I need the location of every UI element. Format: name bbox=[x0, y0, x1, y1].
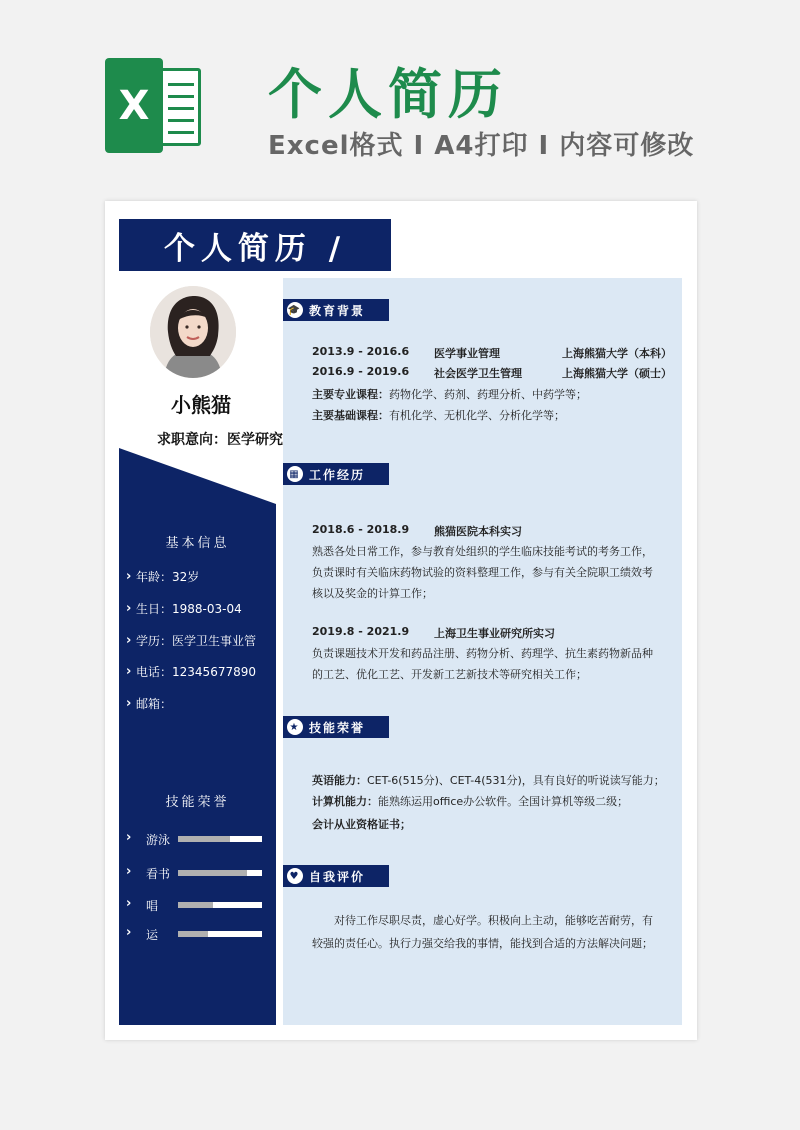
star-icon: ★ bbox=[287, 719, 303, 735]
education-section-header: 🎓 教育背景 bbox=[283, 299, 389, 321]
honor-line: 会计从业资格证书； bbox=[312, 818, 411, 831]
honor-line: 英语能力：CET-6(515分)、CET-4(531分)，具有良好的听说读写能力； bbox=[312, 774, 665, 787]
info-row-education: › 学历： 医学卫生事业管 bbox=[126, 633, 257, 648]
skill-row: › 看书 bbox=[126, 864, 271, 882]
honors-section-header: ★ 技能荣誉 bbox=[283, 716, 389, 738]
self-eval-section-header: ♥ 自我评价 bbox=[283, 865, 389, 887]
graduation-cap-icon: 🎓 bbox=[287, 302, 303, 318]
work-section-header: ▦ 工作经历 bbox=[283, 463, 389, 485]
candidate-name: 小熊猫 bbox=[171, 393, 231, 417]
chevron-right-icon: › bbox=[126, 896, 132, 911]
skill-row: › 游泳 bbox=[126, 830, 271, 848]
chevron-right-icon: › bbox=[126, 601, 132, 616]
chevron-right-icon: › bbox=[126, 664, 132, 679]
excel-x-badge: X bbox=[105, 58, 163, 153]
work-entry-description: 熟悉各处日常工作，参与教育处组织的学生临床技能考试的考务工作， 负责课时有关临床药物试验的资料整理工作，参与有关全院职工绩效考 核以及奖金的计算工作； bbox=[312, 545, 653, 600]
chevron-right-icon: › bbox=[126, 633, 132, 648]
heart-icon: ♥ bbox=[287, 868, 303, 884]
skill-bar bbox=[178, 836, 262, 842]
major-courses: 主要专业课程：药物化学、药剂、药理分析、中药学等； bbox=[312, 388, 587, 401]
skill-bar bbox=[178, 931, 262, 937]
skills-heading: 技能荣誉 bbox=[165, 795, 230, 810]
calendar-icon: ▦ bbox=[287, 466, 303, 482]
chevron-right-icon: › bbox=[126, 696, 132, 711]
banner-title: 个人简历 bbox=[268, 63, 508, 126]
chevron-right-icon: › bbox=[126, 830, 132, 845]
basic-courses: 主要基础课程：有机化学、无机化学、分析化学等； bbox=[312, 409, 565, 422]
chevron-right-icon: › bbox=[126, 864, 132, 879]
info-row-phone: › 电话： 12345677890 bbox=[126, 664, 256, 679]
resume-title: 个人简历 / bbox=[119, 219, 391, 271]
resume-page bbox=[105, 201, 697, 1040]
excel-logo bbox=[105, 58, 203, 153]
left-sidebar bbox=[119, 448, 276, 1025]
skill-bar bbox=[178, 870, 262, 876]
skill-bar bbox=[178, 902, 262, 908]
work-entry-description: 负责课题技术开发和药品注册、药物分析、药理学、抗生素药物新品种 的工艺、优化工艺、开发新工艺新技术等研究相关工作； bbox=[312, 647, 653, 681]
honor-line: 计算机能力：能熟练运用office办公软件。全国计算机等级二级； bbox=[312, 795, 629, 808]
avatar bbox=[150, 286, 236, 378]
info-row-birthday: › 生日： 1988-03-04 bbox=[126, 601, 242, 616]
skill-row: › 唱 bbox=[126, 896, 271, 914]
chevron-right-icon: › bbox=[126, 925, 132, 940]
info-row-age: › 年龄： 32岁 bbox=[126, 569, 200, 584]
basic-info-heading: 基本信息 bbox=[165, 536, 230, 551]
skill-row: › 运 bbox=[126, 925, 271, 943]
banner-subtitle: Excel格式 I A4打印 I 内容可修改 bbox=[268, 131, 695, 161]
self-eval-text: 对待工作尽职尽责，虚心好学。积极向上主动，能够吃苦耐劳，有较强的责任心。执行力强交给我的事情，能找到合适的方法解决问题； bbox=[312, 914, 653, 950]
job-intent: 求职意向：医学研究 bbox=[157, 432, 283, 448]
info-row-email: › 邮箱： bbox=[126, 696, 173, 711]
main-content: 🎓 教育背景 2013.9 - 2016.6 医学事业管理 上海熊猫大学（本科） 2016.9 - 2019.6 社会医学卫生管理 上海熊猫大学（硕士） 主要专业课程：药物化学、药剂、药理分析、中药学等； 主要基础课程：有机化学、无机化学、分析化学等； ▦ 工作经历 2018.6 - 2018.9 熊猫医院本科实习 熟悉各处日常工作，参与教育处组织的学生临床技能考试的考务工作， 负责课时有关临床药物试验的资料整理工作，参与有关全院职工绩效考 核以及奖金的计算工作； 2019.8 - 2021.9 上海卫生事业研究所实习 负责课题技术开发和药品注册、药物分析、药理学、抗生素药物新品种 的工艺、优化工艺、开发新工艺新技术等研究相关工作； ★ 技能荣誉 英语能力：CET-6(515分)、CET-4(531分)，具有良好的听说读写能力； 计算机能力：能熟练运用office办公软件。全国计算机等级二级； 会计从业资格证书； ♥ 自我评价 对待工作尽职尽责，虚心好学。积极向上主动，能够吃苦耐劳，有较强的责任心。执行力强交给我的事情，能找到合适的方法解决问题； bbox=[283, 278, 682, 1025]
chevron-right-icon: › bbox=[126, 569, 132, 584]
